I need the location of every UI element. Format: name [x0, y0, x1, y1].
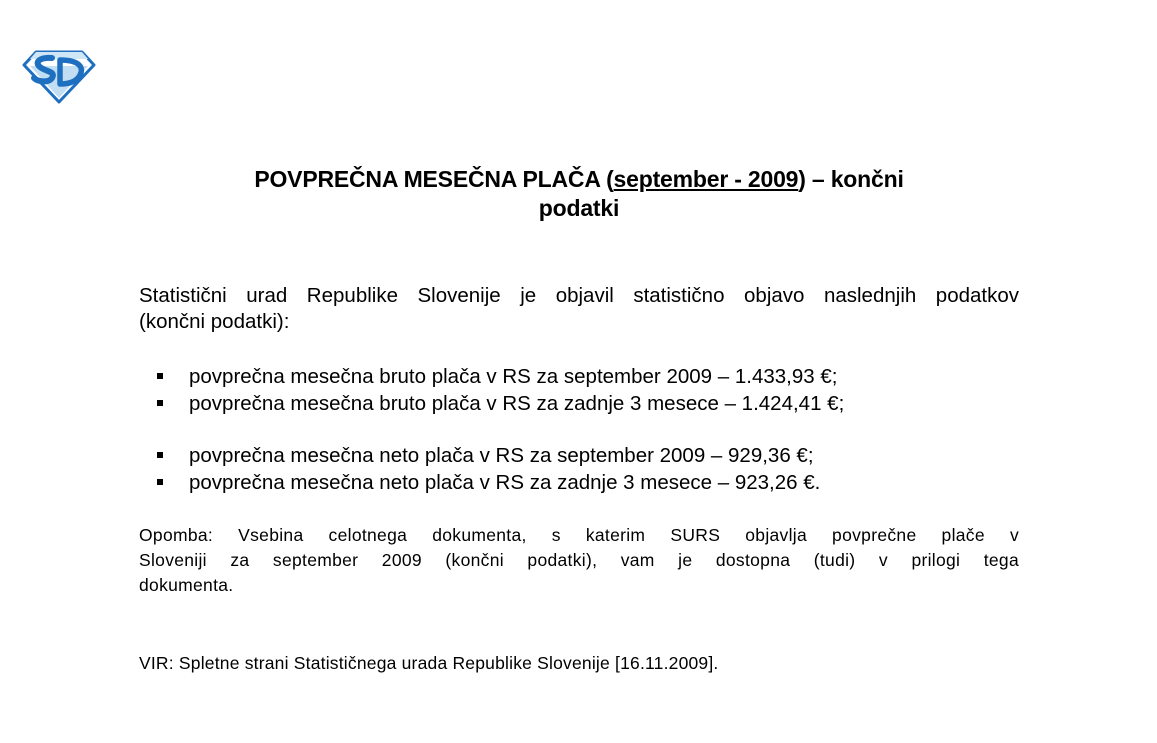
note-line3: dokumenta. [139, 575, 234, 595]
title-part1: POVPREČNA MESEČNA PLAČA ( [254, 166, 614, 192]
intro-paragraph [139, 283, 1019, 335]
document-title [139, 165, 1019, 223]
title-part2: ) – končni [798, 166, 904, 192]
title-period: september - 2009 [613, 166, 799, 192]
gross-salary-list [139, 363, 1019, 417]
bullet-square-icon [157, 452, 163, 458]
list-item-text: povprečna mesečna neto plača v RS za zadnje 3 mesece – 923,26 €. [189, 471, 821, 494]
list-item [139, 442, 1019, 469]
title-line2: podatki [538, 195, 620, 221]
net-salary-list [139, 442, 1019, 496]
intro-line1: Statistični urad Republike Slovenije je objavil statistično objavo naslednjih podatkov [139, 284, 1019, 307]
intro-line2: (končni podatki): [139, 310, 290, 333]
source-citation: VIR: Spletne strani Statističnega urada Republike Slovenije [16.11.2009]. [139, 653, 719, 673]
note-paragraph [139, 523, 1019, 598]
bullet-square-icon [157, 479, 163, 485]
list-item-text: povprečna mesečna bruto plača v RS za zadnje 3 mesece – 1.424,41 €; [189, 392, 845, 415]
bullet-square-icon [157, 373, 163, 379]
sd-logo-icon [22, 48, 96, 104]
note-line1: Opomba: Vsebina celotnega dokumenta, s katerim SURS objavlja povprečne plače v [139, 525, 1019, 545]
note-line2: Sloveniji za september 2009 (končni podatki), vam je dostopna (tudi) v prilogi tega [139, 550, 1019, 570]
bullet-square-icon [157, 400, 163, 406]
list-item-text: povprečna mesečna neto plača v RS za september 2009 – 929,36 €; [189, 444, 814, 467]
list-item [139, 469, 1019, 496]
list-item [139, 363, 1019, 390]
list-item-text: povprečna mesečna bruto plača v RS za september 2009 – 1.433,93 €; [189, 365, 838, 388]
list-item [139, 390, 1019, 417]
